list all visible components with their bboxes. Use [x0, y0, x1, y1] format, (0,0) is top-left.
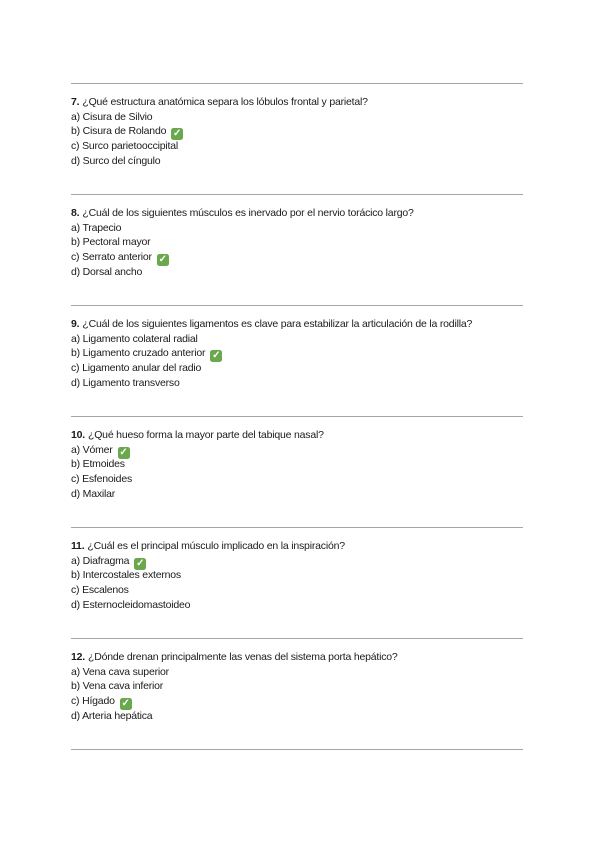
options — [71, 221, 523, 280]
option-line — [71, 472, 523, 487]
option-label: d) Ligamento transverso — [71, 376, 180, 389]
option-label: a) Diafragma — [71, 554, 130, 567]
correct-answer-check-icon: ✓ — [212, 350, 221, 362]
option-label: c) Surco parietooccipital — [71, 140, 179, 153]
option-label: c) Hígado — [71, 695, 115, 708]
question-number: 7. — [71, 96, 80, 108]
correct-answer-check-icon: ✓ — [158, 254, 168, 266]
question-block — [71, 305, 523, 416]
question-block — [71, 83, 523, 194]
option-label: c) Serrato anterior — [71, 251, 152, 264]
option-label: c) Esfenoides — [71, 473, 133, 486]
question-number: 12. — [71, 651, 85, 663]
question-text: ¿Cuál de los siguientes músculos es inervado por el nervio torácico largo? — [82, 207, 414, 219]
correct-answer-check-icon: ✓ — [119, 446, 128, 458]
options — [71, 443, 523, 502]
option-label: d) Surco del cíngulo — [71, 154, 161, 167]
question-line — [71, 317, 523, 332]
options — [71, 554, 523, 613]
question-text: ¿Qué estructura anatómica separa los lóbulos frontal y parietal? — [82, 96, 368, 108]
option-line — [71, 694, 523, 709]
option-line — [71, 139, 523, 154]
option-line — [71, 110, 523, 125]
option-line — [71, 124, 523, 139]
question-body — [71, 639, 523, 749]
question-body — [71, 306, 523, 416]
option-line — [71, 250, 523, 265]
question-number: 11. — [71, 540, 85, 552]
question-number: 10. — [71, 429, 85, 441]
options — [71, 110, 523, 169]
question-number: 8. — [71, 207, 80, 219]
option-label: d) Dorsal ancho — [71, 265, 143, 278]
option-line — [71, 361, 523, 376]
option-line — [71, 568, 523, 583]
question-body — [71, 417, 523, 527]
question-body — [71, 195, 523, 305]
option-label: b) Intercostales externos — [71, 569, 181, 582]
option-line — [71, 487, 523, 502]
option-line — [71, 457, 523, 472]
option-label: d) Maxilar — [71, 487, 116, 500]
question-line — [71, 650, 523, 665]
option-line — [71, 665, 523, 680]
option-line — [71, 709, 523, 724]
option-line — [71, 679, 523, 694]
question-block — [71, 194, 523, 305]
option-line — [71, 583, 523, 598]
option-label: a) Vena cava superior — [71, 665, 169, 678]
option-label: b) Cisura de Rolando — [71, 125, 167, 138]
option-label: a) Vómer — [71, 443, 113, 456]
question-line — [71, 539, 523, 554]
option-label: a) Trapecio — [71, 221, 122, 234]
options — [71, 332, 523, 391]
option-line — [71, 235, 523, 250]
question-line — [71, 95, 523, 110]
options — [71, 665, 523, 724]
option-line — [71, 265, 523, 280]
correct-answer-check-icon: ✓ — [136, 557, 145, 569]
option-label: d) Arteria hepática — [71, 709, 153, 722]
question-text: ¿Cuál de los siguientes ligamentos es clave para estabilizar la articulación de la rodilla? — [82, 318, 473, 330]
option-line — [71, 332, 523, 347]
question-body — [71, 528, 523, 638]
option-label: c) Escalenos — [71, 584, 129, 597]
question-text: ¿Qué hueso forma la mayor parte del tabique nasal? — [88, 429, 324, 441]
option-label: b) Ligamento cruzado anterior — [71, 347, 206, 360]
option-line — [71, 443, 523, 458]
question-text: ¿Dónde drenan principalmente las venas del sistema porta hepático? — [88, 651, 398, 663]
question-text: ¿Cuál es el principal músculo implicado en la inspiración? — [87, 540, 345, 552]
question-block — [71, 527, 523, 638]
option-line — [71, 221, 523, 236]
question-line — [71, 428, 523, 443]
option-label: b) Etmoides — [71, 458, 125, 471]
question-number: 9. — [71, 318, 80, 330]
option-line — [71, 554, 523, 569]
question-body — [71, 84, 523, 194]
option-label: b) Vena cava inferior — [71, 680, 164, 693]
option-label: c) Ligamento anular del radio — [71, 362, 202, 375]
question-block — [71, 416, 523, 527]
correct-answer-check-icon: ✓ — [121, 698, 130, 710]
quiz-content — [71, 0, 523, 750]
correct-answer-check-icon: ✓ — [173, 128, 182, 140]
option-label: a) Cisura de Silvio — [71, 110, 153, 123]
question-block — [71, 638, 523, 749]
option-label: a) Ligamento colateral radial — [71, 332, 198, 345]
option-label: d) Esternocleidomastoideo — [71, 598, 191, 611]
option-line — [71, 376, 523, 391]
option-label: b) Pectoral mayor — [71, 236, 151, 249]
bottom-rule — [71, 749, 523, 750]
question-line — [71, 206, 523, 221]
option-line — [71, 346, 523, 361]
option-line — [71, 598, 523, 613]
option-line — [71, 154, 523, 169]
